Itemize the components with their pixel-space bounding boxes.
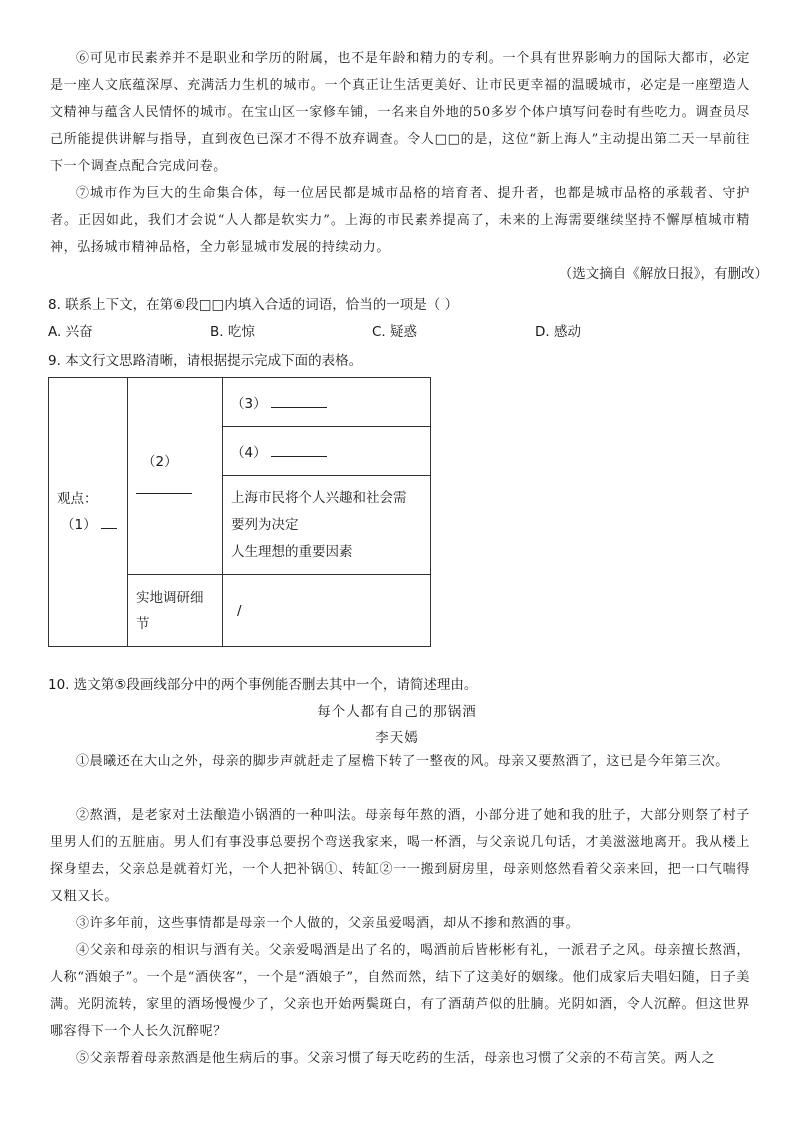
field-label-cell xyxy=(128,575,223,647)
question-10-stem: 10. 选文第⑤段画线部分中的两个事例能否删去其中一个，请简述理由。 xyxy=(48,677,478,693)
col2-blank-line[interactable] xyxy=(136,479,192,494)
source-note: （选文摘自《解放日报》，有删改） xyxy=(558,266,768,282)
essay-title: 每个人都有自己的那锅酒 xyxy=(317,704,477,720)
essay-paragraph-1: ①晨曦还在大山之外，母亲的脚步声就赶走了屋檐下转了一整夜的风。母亲又要熬酒了，这已是今年第三次。 xyxy=(76,754,729,769)
essay-paragraph-4: ④父亲和母亲的相识与酒有关。父亲爱喝酒是出了名的，喝酒前后皆彬彬有礼，一派君子之风。母亲擅长熬酒，人称“酒娘子”。一个是“酒侠客”，一个是“酒娘子”，自然而然，结下了这美好的姻缘。他们成家后夫唱妇随，日子美满。光阴流转，家里的酒场慢慢少了，父亲也开始两鬓斑白，有了酒葫芦似的肚腩。光阴如酒，令人沉醉。但这世界哪容得下一个人长久沉醉呢？ xyxy=(50,943,750,1039)
viewpoint-cell xyxy=(49,378,128,647)
question-8-stem: 8. 联系上下文，在第⑥段□□内填入合适的词语，恰当的一项是（ ） xyxy=(48,297,459,313)
field-value: / xyxy=(237,602,242,619)
row3-blank-line[interactable] xyxy=(271,393,327,408)
row5-line-3: 人生理想的重要因素 xyxy=(231,543,353,560)
paragraph-6: ⑥可见市民素养并不是职业和学历的附属，也不是年龄和精力的专利。一个具有世界影响力的国际大都市，必定是一座人文底蕴深厚、充满活力生机的城市。一个真正让生活更美好、让市民更幸福的温暖城市，必定是一座塑造人文精神与蕴含人民情怀的城市。在宝山区一家修车铺，一名来自外地的50多岁个体户填写问卷时有些吃力。调查员尽己所能提供讲解与指导，直到夜色已深才不得不放弃调查。令人□□的是，这位“新上海人”主动提出第二天一早前往下一个调查点配合完成问卷。 xyxy=(50,51,750,174)
row5-line-2: 要列为决定 xyxy=(231,516,299,533)
option-c[interactable]: C. 疑惑 xyxy=(372,324,418,340)
col2-blank-label: （2） xyxy=(142,454,178,470)
essay-paragraph-5: ⑤父亲帮着母亲熬酒是他生病后的事。父亲习惯了每天吃药的生活，母亲也习惯了父亲的不苟言笑。两人之 xyxy=(76,1051,716,1066)
row5-line-1: 上海市民将个人兴趣和社会需 xyxy=(231,489,407,506)
question-9-stem: 9. 本文行文思路清晰，请根据提示完成下面的表格。 xyxy=(48,353,363,369)
viewpoint-blank-row[interactable] xyxy=(57,512,119,538)
option-d[interactable]: D. 感动 xyxy=(535,324,581,340)
row5-cell xyxy=(223,476,431,575)
field-value-cell xyxy=(223,575,431,647)
row3-label: （3） xyxy=(231,396,267,412)
row3-cell xyxy=(223,378,431,427)
viewpoint-blank-label: （1） xyxy=(61,517,97,533)
essay-author: 李天嫣 xyxy=(375,730,419,746)
viewpoint-label: 观点： xyxy=(57,491,98,507)
row4-blank-line[interactable] xyxy=(271,442,327,457)
option-a[interactable]: A. 兴奋 xyxy=(48,324,93,340)
option-b[interactable]: B. 吃惊 xyxy=(210,324,255,340)
field-label-line-2: 节 xyxy=(136,615,150,632)
essay-paragraph-3: ③许多年前，这些事情都是母亲一个人做的，父亲虽爱喝酒，却从不掺和熬酒的事。 xyxy=(76,916,580,931)
viewpoint-blank-line[interactable] xyxy=(101,514,117,529)
field-label-line-1: 实地调研细 xyxy=(136,589,204,606)
paragraph-7: ⑦城市作为巨大的生命集合体，每一位居民都是城市品格的培育者、提升者，也都是城市品格的承载者、守护者。正因如此，我们才会说“人人都是软实力”。上海的市民素养提高了，未来的上海需要继续坚持不懈厚植城市精神，弘扬城市精神品格，全力彰显城市发展的持续动力。 xyxy=(50,186,750,255)
essay-paragraph-2: ②熬酒，是老家对土法酿造小锅酒的一种叫法。母亲每年熬的酒，小部分进了她和我的肚子，大部分则祭了村子里男人们的五脏庙。男人们有事没事总要拐个弯送我家来，喝一杯酒，与父亲说几句话，才美滋滋地离开。我从楼上探身望去，父亲总是就着灯光，一个人把补锅①、转缸②一一搬到厨房里，母亲则悠然看着父亲来回，把一口气喘得又粗又长。 xyxy=(50,808,750,904)
row4-cell xyxy=(223,427,431,476)
row4-label: （4） xyxy=(231,445,267,461)
outline-table xyxy=(48,377,431,647)
col2-cell xyxy=(128,378,223,575)
